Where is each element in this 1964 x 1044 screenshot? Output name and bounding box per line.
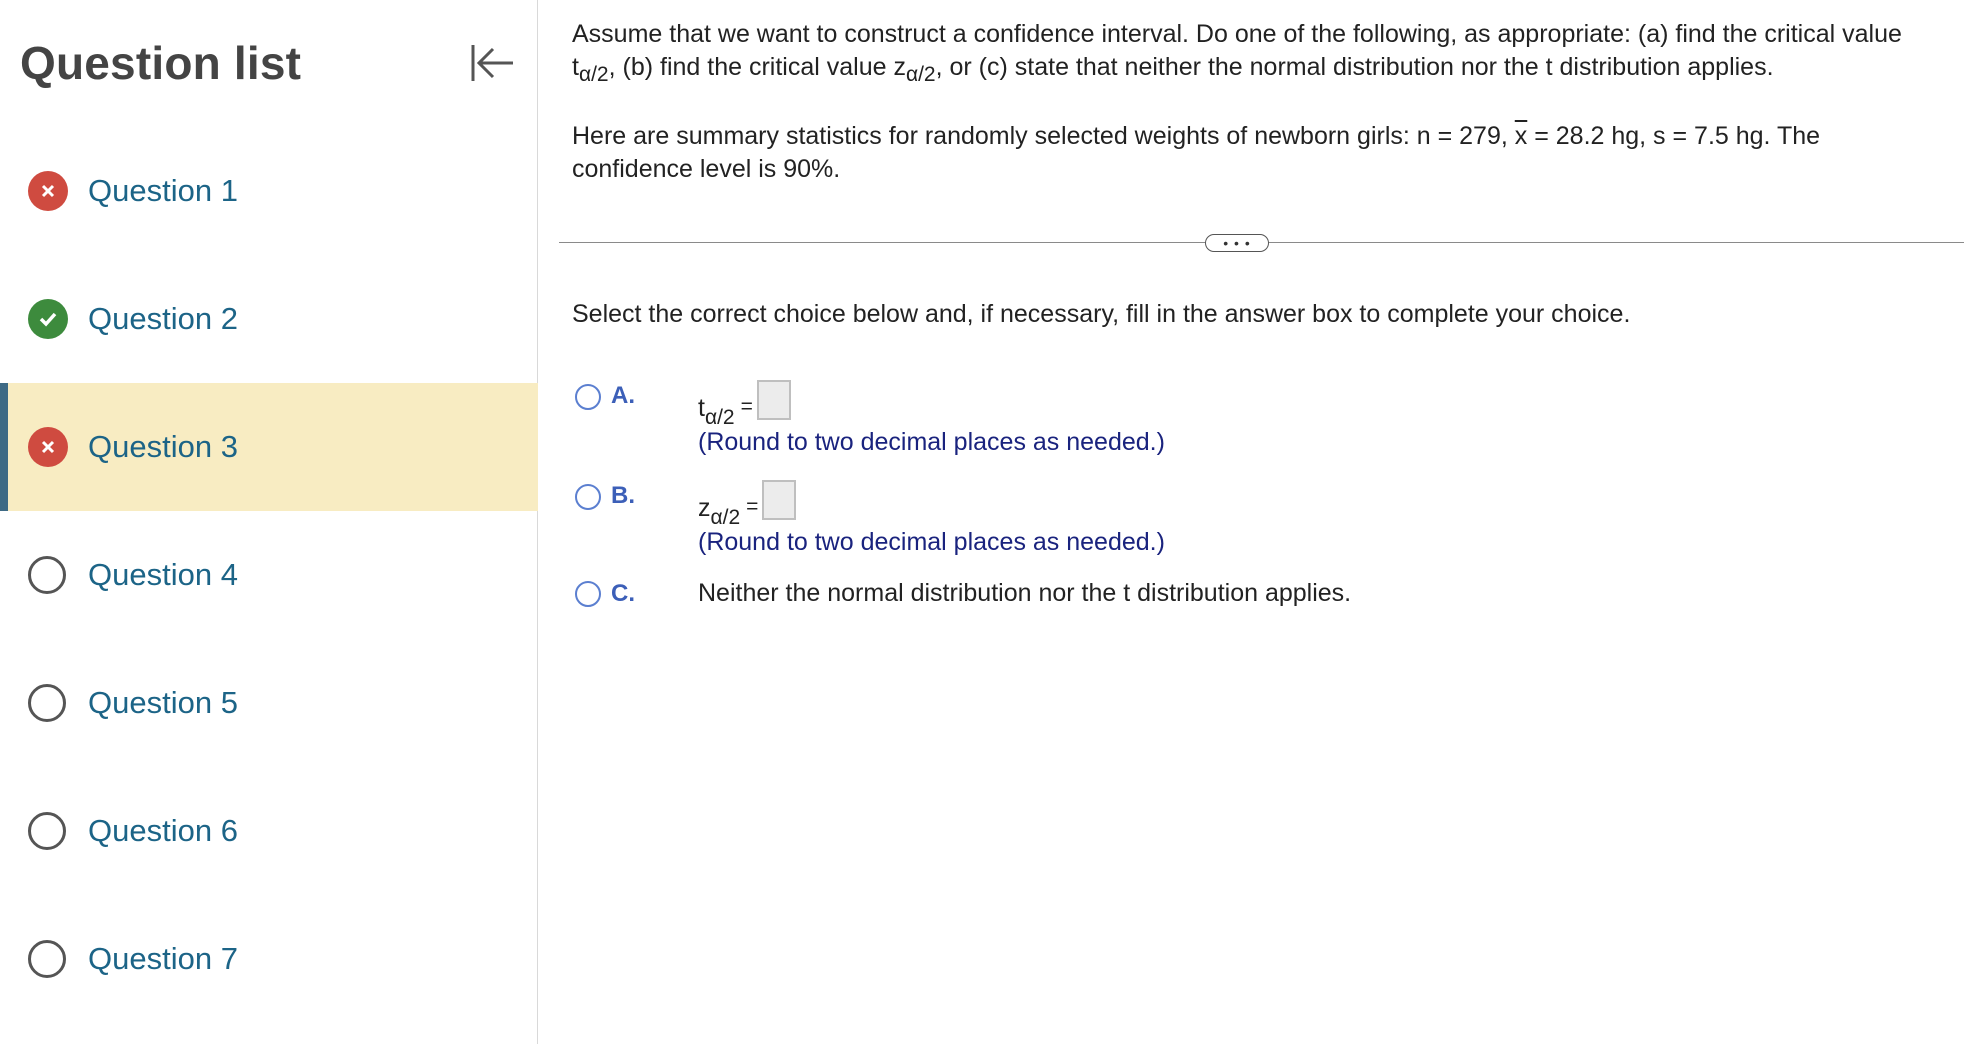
choice-c-letter: C.	[611, 580, 635, 607]
choice-c-text: Neither the normal distribution nor the t distribution applies.	[698, 579, 1352, 607]
collapse-left-icon	[469, 41, 515, 85]
unanswered-circle-icon	[28, 940, 66, 978]
question-item-6[interactable]	[0, 767, 538, 895]
unanswered-circle-icon	[28, 556, 66, 594]
question-item-label: Question 3	[88, 429, 238, 464]
question-item-label: Question 1	[88, 173, 238, 208]
unanswered-circle-icon	[28, 812, 66, 850]
sidebar-title: Question list	[20, 37, 302, 89]
choice-b-answer-box[interactable]	[762, 480, 796, 520]
incorrect-icon	[28, 171, 68, 211]
question-list-sidebar	[0, 0, 538, 1044]
choice-b-radio[interactable]	[575, 484, 601, 510]
unanswered-circle-icon	[28, 684, 66, 722]
expand-more-button[interactable]: • • •	[1205, 234, 1269, 252]
incorrect-icon	[28, 427, 68, 467]
choice-a-answer-box[interactable]	[757, 380, 791, 420]
collapse-sidebar-button[interactable]	[466, 38, 518, 88]
question-item-2[interactable]	[0, 255, 538, 383]
choice-a-letter: A.	[611, 382, 635, 409]
question-item-label: Question 5	[88, 685, 238, 720]
question-item-label: Question 7	[88, 941, 238, 976]
question-text: Assume that we want to construct a confidence interval. Do one of the following, as appropriate: (a) find the critical value $t_{\alpha/2}$, (b) find the critical value $z_{\alpha/2}$, or (c) state that neither the normal distribution nor the t distribution applies.	[572, 20, 1902, 86]
choice-a-hint: (Round to two decimal places as needed.)	[698, 428, 1165, 456]
question-item-3[interactable]	[0, 383, 538, 511]
z-critical-symbol: $z_{\alpha/2}$	[893, 53, 936, 86]
question-item-5[interactable]	[0, 639, 538, 767]
question-item-label: Question 2	[88, 301, 238, 336]
instructions-text: Select the correct choice below and, if necessary, fill in the answer box to complete your choice.	[572, 300, 1631, 328]
choice-b-letter: B.	[611, 482, 635, 509]
choice-b-hint: (Round to two decimal places as needed.)	[698, 528, 1165, 556]
choice-a-radio[interactable]	[575, 384, 601, 410]
choice-a-expression: $t_{\alpha/2}$ =	[698, 380, 791, 423]
x-bar-symbol: $\overline{x}$	[1514, 122, 1528, 150]
t-critical-symbol: $t_{\alpha/2}$	[572, 53, 609, 86]
question-item-4[interactable]	[0, 511, 538, 639]
question-item-1[interactable]	[0, 127, 538, 255]
choice-c-radio[interactable]	[575, 581, 601, 607]
summary-statistics: Here are summary statistics for randomly selected weights of newborn girls: n = 279, $\overline{x} = 28.2$ hg, s = 7.5 hg. The confidence level is 90%.	[572, 122, 1821, 183]
question-item-7[interactable]	[0, 895, 538, 1023]
question-panel	[539, 0, 1964, 1044]
check-icon	[28, 299, 68, 339]
question-item-label: Question 6	[88, 813, 238, 848]
question-item-label: Question 4	[88, 557, 238, 592]
choice-b-expression: $z_{\alpha/2}$ =	[698, 480, 796, 523]
